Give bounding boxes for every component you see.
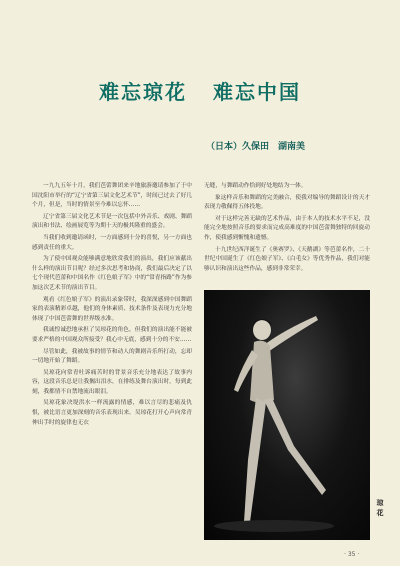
paragraph: 我诚惶诚恐地承担了吴琼花的角色，但我们的演出能不能被要求严格的中国观众所接受？我心中无底，感到十分的不安…… [32,327,192,343]
paragraph: 尽管如此，我被故事的情节和动人的舞剧音乐所打动，忘却一切地开始了舞蹈。 [32,348,192,365]
paragraph: 观看《红色娘子军》的演出录象带时，我深深感到中国舞蹈家的表演精彩卓越，他们的身体素质、技术条件及表现力充分地体现了中国芭蕾舞的世界级水准。 [32,296,192,322]
paragraph: 为了使中国观众能够满意地欣赏我们的演出，我们应该献出什么样的演出节目呢？经过多次思考和协商，我们最后决定了以七个现代芭蕾和中国名作《红色娘子军》中的“常青指路”作为参加这次艺术节的演出节目。 [32,256,192,291]
paragraph: 无缝，与舞蹈动作恰到好处地结为一体。 [204,183,307,189]
paragraph: 一九九五年十月，我们芭蕾舞团来辛地旅游邀请参加了于中国沈阳市举行的“辽宁省第三届文化艺术节”，时间已过去了好几个月，但是，当时的情景至今难以忘怀…… [32,183,192,209]
paragraph: 十九世纪西洋诞生了《奥赛罗》、《天鹅湖》等芭蕾名作，二十世纪中国诞生了《红色娘子军》、《白毛女》等优秀作品，我们对能够认识和演出这些作品，感到非常荣幸。 [204,246,370,272]
paragraph: 吴琼花象决堤洪水一样流露的情感，难以言尽的悲痛及仇恨，被比语言更加深刻的音乐表现出来。吴琼花打开心声向常青伸出手时的旋律也无衣 [32,400,192,426]
paragraph: 对于这样完善无缺的艺术作品，由于本人的技术水平不足，没能完全地按照音乐的要求而完成高难度的中国芭蕾舞独特的回旋动作，使我感到惭愧和遗憾。 [204,215,370,241]
left-text-column [32,182,192,430]
page-number: · 35 · [344,551,360,558]
title-part-2: 难忘中国 [213,80,301,104]
paragraph: 辽宁省第三届文化艺术节是一次包括中外音乐、戏剧、舞蹈演出和书法、绘画展览等为期十天的极其隆重的盛会。 [32,213,192,230]
author-byline: （日本）久保田 湖南美 [206,142,306,152]
paragraph: 当我们收到邀请函时，一方面感到十分的喜悦，另一方面也感到责任的重大。 [32,234,192,251]
paragraph: 吴琼花向常青吐诉痛苦时的背景音乐充分地表达了故事内容，这段音乐总是让我搁出泪水，在排练及舞台演出时，每到此刻，我都情不自禁地流出眼泪。 [32,369,192,395]
dancer-figure [204,290,370,540]
dancer-photo [204,290,370,540]
paragraph: 象这样音乐和舞蹈的完美融合，使我对编导的舞蹈设计的天才表现力敬佩得五体投地。 [204,194,370,211]
title-part-1: 难忘琼花 [99,80,187,104]
right-text-column [204,182,370,276]
article-title [0,76,400,105]
photo-caption: 琼花 [376,499,384,517]
